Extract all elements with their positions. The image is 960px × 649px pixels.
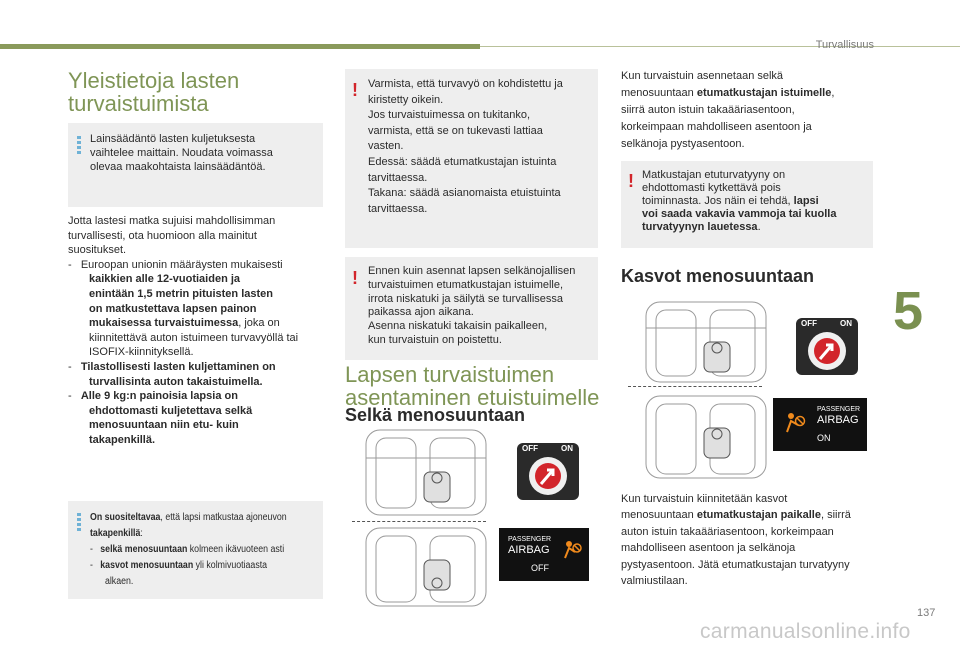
warning-box-airbag: ! Matkustajan etuturvatyyny on ehdottomasti kytkettävä pois toiminnasta. Jos näin ei tehdä, lapsi voi saada vakavia vammoja tai kuolla turvatyynyn lauetessa. [621, 161, 873, 248]
subtitle-forward-facing: Kasvot menosuuntaan [621, 266, 815, 286]
section-title: Yleistietoja lasten turvaistuimista [68, 68, 240, 116]
airbag-disabled-icon [783, 410, 807, 434]
info-box-legislation: Lainsäädäntö lasten kuljetuksesta vaihtelee maittain. Noudata voimassa olevaa maakohtaista lainsäädäntöä. [68, 123, 323, 207]
diagram-divider [628, 386, 762, 387]
warning-icon: ! [628, 171, 634, 191]
header-accent-bar [0, 44, 480, 49]
switch-off-label: OFF [522, 444, 538, 453]
chapter-number: 5 [893, 281, 924, 341]
switch-on-label: ON [561, 444, 573, 453]
warning-icon: ! [352, 80, 358, 100]
chapter-title: Turvallisuus [815, 39, 874, 51]
diagram-divider [352, 521, 486, 522]
warning-box-headrest: ! Ennen kuin asennat lapsen selkänojallisen turvaistuimen etumatkustajan istuimelle, irrota niskatuki ja säilytä se turvallisessa paikassa ajon aikana. Asenna niskatuki takaisin paikalleen, kun turvaistuin on poistettu. [345, 257, 598, 360]
info-icon [77, 136, 81, 156]
section-title-front-seat: Lapsen turvaistuimen asentaminen etuistuimelle [345, 362, 600, 410]
airbag-on-lamp: PASSENGER AIRBAG ON [773, 398, 867, 451]
car-diagram-forward-facing [640, 300, 775, 482]
switch-on-label: ON [840, 319, 852, 328]
list-item: - Alle 9 kg:n painoisia lapsia on [68, 390, 238, 403]
watermark: carmanualsonline.info [700, 620, 911, 643]
list-item: - Euroopan unionin määräysten mukaisesti [68, 258, 283, 271]
car-diagram-rear-facing [360, 428, 495, 608]
subtitle-rear-facing: Selkä menosuuntaan [345, 405, 526, 425]
airbag-disabled-icon [561, 538, 583, 560]
intro-paragraph: Jotta lastesi matka sujuisi mahdollisimman turvallisesti, ota huomioon alla mainitut suositukset. - Euroopan unionin määräysten mukaisesti kaikkien alle 12-vuotiaiden ja enintään 1,5 metrin pituisten lasten on matkustettava lapsen painon mukaisessa turvaistuimessa, joka on kiinnitettävä auton istuimeen turvavyöllä tai ISOFIX-kiinnityksellä. - Tilastollisesti lasten kuljettaminen on turvallisinta auton takaistuimella. - Alle 9 kg:n painoisia lapsia on ehdottomasti kuljetettava selkä menosuuntaan niin etu- kuin takapenkillä. [68, 214, 323, 448]
switch-off-label: OFF [801, 319, 817, 328]
warning-box-seatbelt: ! Varmista, että turvavyö on kohdistettu ja kiristetty oikein. Jos turvaistuimessa on tukitanko, varmista, että se on tukevasti lattiaa vasten. Edessä: säädä etumatkustajan istuinta tarvittaessa. Takana: säädä asianomaista etuistuinta tarvittaessa. [345, 69, 598, 248]
warning-icon: ! [352, 268, 358, 288]
info-box-rear-seat: On suositeltavaa, että lapsi matkustaa ajoneuvon takapenkillä: - selkä menosuuntaan kolmeen ikävuoteen asti - kasvot menosuuntaan yli kolmivuotiaasta alkaen. [68, 501, 323, 599]
info-icon [77, 513, 81, 533]
page-number: 137 [917, 607, 936, 619]
airbag-off-lamp: PASSENGER AIRBAG OFF [499, 528, 589, 581]
paragraph-rear-facing-install: Kun turvaistuin asennetaan selkä menosuuntaan etumatkustajan istuimelle, siirrä auton istuin takaääriasentoon, korkeimpaan mahdolliseen asentoon ja selkänoja pystyasentoon. [621, 70, 835, 150]
header-rule [480, 46, 960, 47]
paragraph-forward-facing-install: Kun turvaistuin kiinnitetään kasvot menosuuntaan etumatkustajan paikalle, siirrä auton istuin takaääriasentoon, korkeimpaan mahdolliseen asentoon ja selkänoja pystyasentoon. Jätä etumatkustajan turvatyyny valmiustilaan. [621, 493, 851, 588]
list-item: - Tilastollisesti lasten kuljettaminen on [68, 360, 276, 373]
